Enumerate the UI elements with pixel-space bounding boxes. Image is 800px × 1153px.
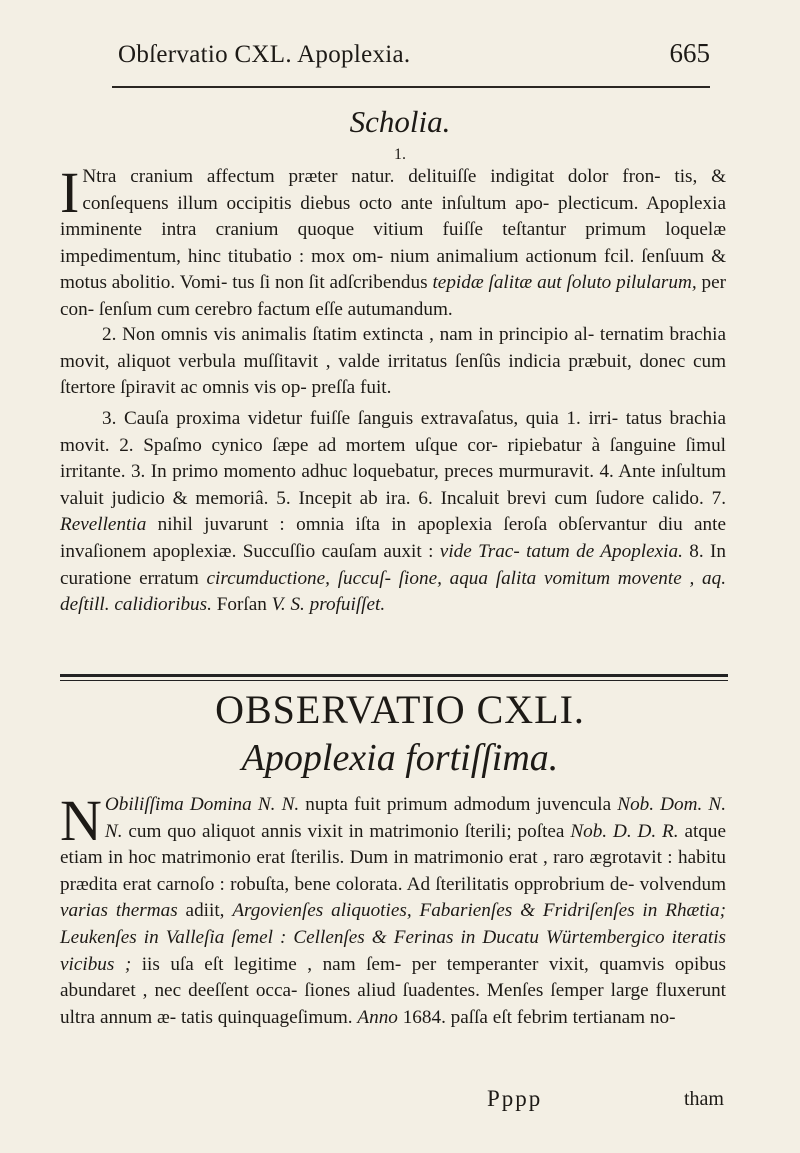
paragraph-text: 8. In curatione erratum [60, 540, 727, 589]
italic-phrase: Nob. Dom. N. N. [104, 794, 727, 842]
observation-subtitle: Apoplexia fortiſſima. [241, 737, 559, 779]
italic-phrase: vide Trac- tatum de Apoplexia. [439, 540, 683, 562]
italic-phrase: Anno [357, 1006, 398, 1028]
italic-phrase: Argovienſes aliquoties, Fabarienſes & Fridriſenſes in Rhætia; Leukenſes in Valleſia ſemel : Cellenſes & Ferinas in Ducatu Würtembergico iteratis vicibus ; [60, 900, 726, 975]
section-divider-thick [60, 674, 728, 677]
running-head: Obſervatio CXL. Apoplexia. [118, 41, 411, 68]
paragraph-text: Forſan [211, 594, 272, 616]
italic-phrase: Revellentia [60, 514, 147, 536]
paragraph-text: 1684. paſſa eſt febrim tertianam no- [397, 1006, 676, 1028]
header-rule [112, 86, 710, 88]
paragraph-text: atque etiam in hoc matrimonio erat ſterilis. Dum in matrimonio erat , raro ægrotavit : habitu prædita erat carnoſo : robuſta, bene colorata. Ad ſterilitatis opprobrium de- volvendum [60, 820, 726, 895]
paragraph-text: iis uſa eſt legitime , nam ſem- per temperanter vixit, quamvis opibus abundaret , nec deeſſent occa- ſiones aliud ſuadentes. Menſes ſemper large fluxerunt ultra annum æ- tatis quinquageſimum. [60, 953, 726, 1028]
drop-initial: I [60, 160, 80, 225]
paragraph-text: Ntra cranium affectum præter natur. delituiſſe indigitat dolor fron- tis, & conſequens illum occipitis diebus octo ante inſultum apo- plecticum. Apoplexia imminente intra cranium quoque vitium fuiſſe teſtantur primum loquelæ impedimentum, hinc titubatio : mox om- nium animalium actionum fcil. ſenſuum & motus abolitio. Vomi- tus ſi non ſit adſcribendus [60, 166, 726, 294]
paragraph-text: cum quo aliquot annis vixit in matrimonio ſterili; poſtea [122, 820, 571, 842]
paragraph-text: nupta fuit primum admodum juvencula [299, 794, 618, 815]
page-header [118, 38, 710, 78]
italic-phrase: V. S. profuiſſet. [271, 594, 386, 616]
italic-phrase: varias thermas [60, 900, 178, 922]
italic-phrase: circumductione, ſuccuſ- ſione, aqua ſalita vomitum movente , aq. deſtill. calidioribus. [60, 567, 726, 616]
observation-paragraph [60, 788, 727, 1031]
section-divider-thin [60, 680, 728, 681]
paragraph-text: per con- ſenſum cum cerebro factum eſſe autumandum. [60, 272, 726, 320]
scholia-title: Scholia. [349, 104, 451, 139]
observation-heading: OBSERVATIO CXLI. [215, 687, 585, 732]
italic-phrase: Nob. D. D. R. [570, 820, 679, 842]
page-number: 665 [669, 38, 710, 68]
scholia-paragraph-1 [60, 160, 726, 324]
paragraph-text: adiit, [177, 900, 233, 922]
page-footer [60, 1086, 728, 1116]
italic-phrase: Obiliſſima Domina N. N. [104, 794, 300, 815]
scholia-paragraph-3 [60, 406, 726, 619]
drop-initial: N [60, 788, 102, 853]
italic-phrase: tepidæ ſalitæ aut ſoluto pilularum, [432, 272, 697, 294]
catchword: tham [684, 1088, 724, 1110]
signature-mark: Pppp [487, 1086, 543, 1111]
section-numeral: 1. [394, 146, 406, 163]
paragraph-text: nihil juvarunt : omnia iſta in apoplexia ſeroſa obſervantur diu ante invaſionem apoplexiæ. Succuſſio cauſam auxit : [60, 514, 726, 562]
scholia-paragraph-2: 2. Non omnis vis animalis ſtatim extincta , nam in principio al- ternatim brachia movit, aliquot verbula muſſitavit , valde irritatus ſenſûs indicia præbuit, donec cum ſtertore ſpiravit ac omnis vis op- preſſa fuit. [60, 324, 726, 399]
paragraph-text: 3. Cauſa proxima videtur fuiſſe ſanguis extravaſatus, quia 1. irri- tatus brachia movit. 2. Spaſmo cynico ſæpe ad mortem uſque cor- ripiebatur à ſanguine ſimul irritante. 3. In primo momento adhuc loquebatur, preces murmuravit. 4. Ante inſultum valuit judicio & memoriâ. 5. Incepit ab ira. 6. Incaluit brevi cum ſudore calido. 7. [60, 408, 726, 509]
